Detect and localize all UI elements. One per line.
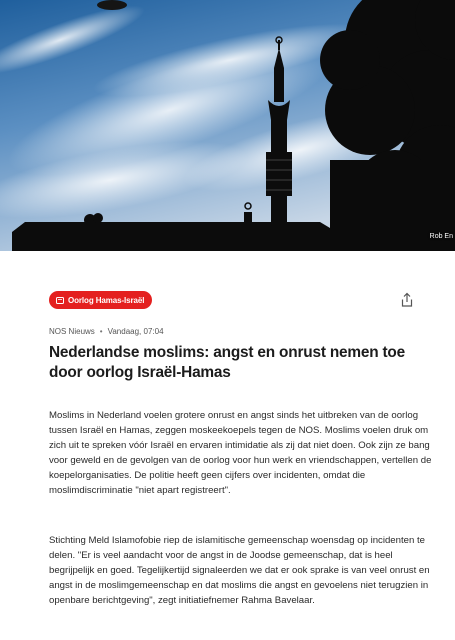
article-timestamp: Vandaag, 07:04	[107, 327, 164, 336]
minaret-photo	[0, 0, 455, 251]
article-headline: Nederlandse moslims: angst en onrust nemen toe door oorlog Israël-Hamas	[49, 344, 405, 381]
tag-icon	[56, 297, 64, 304]
article-source: NOS Nieuws	[49, 327, 95, 336]
topic-tag[interactable]	[49, 291, 152, 309]
article-paragraph: Moslims in Nederland voelen grotere onrust en angst sinds het uitbreken van de oorlog tussen Israël en Hamas, zeggen moskeekoepels tegen de NOS. Moslims voelen druk om zich uit te spreken vóór Israël en ervaren intimidatie als zij dat niet doen. Ook zijn ze bang voor geweld en de gevolgen van de oorlog voor hun werk en vriendschappen, vertellen de koepelorganisaties. De politie heeft geen cijfers over incidenten, omdat die moslimdiscriminatie "niet apart registreert".	[49, 410, 432, 496]
photo-credit: Rob En	[429, 233, 453, 240]
topic-tag-label: Oorlog Hamas-Israël	[68, 295, 145, 305]
article-meta	[49, 327, 164, 336]
meta-separator: •	[99, 327, 103, 336]
article-paragraph: Stichting Meld Islamofobie riep de islamitische gemeenschap woensdag op incidenten te delen. "Er is veel aandacht voor de angst in de Joodse gemeenschap, dat is heel begrijpelijk en goed. Tegelijkertijd signaleerden we dat er ook sprake is van veel onrust en angst in de moslimgemeenschap en dat moslims die angst en gevoelens niet terugzien in openbare berichtgeving", zegt initiatiefnemer Rahma Bavelaar.	[49, 535, 430, 606]
article-toolbar	[49, 291, 415, 311]
hero-image	[0, 0, 455, 251]
share-icon[interactable]	[399, 292, 415, 308]
